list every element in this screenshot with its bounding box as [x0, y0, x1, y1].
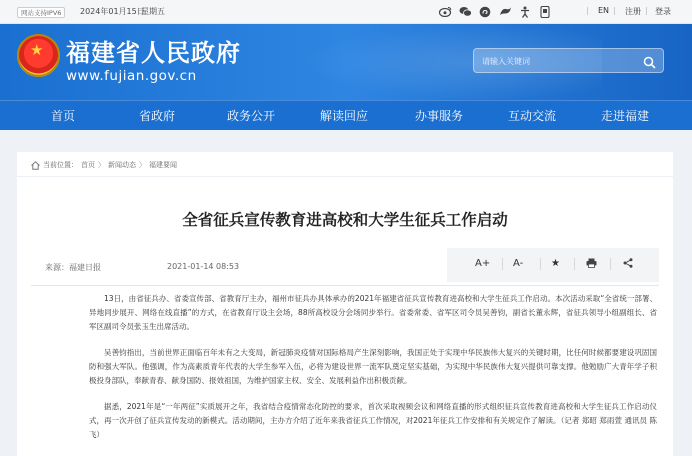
nav-services[interactable]: 办事服务 — [415, 109, 464, 123]
weibo-icon[interactable] — [438, 6, 452, 18]
divider: | — [613, 6, 616, 15]
national-emblem-icon[interactable] — [17, 34, 60, 77]
article-time: 2021-01-14 08:53 — [167, 262, 240, 271]
breadcrumb-fujian-news[interactable]: 福建要闻 — [149, 161, 177, 169]
home-icon — [31, 161, 40, 170]
divider — [17, 176, 673, 177]
breadcrumb-news[interactable]: 新闻动态 — [108, 161, 136, 169]
register-link[interactable]: 注册 — [625, 7, 641, 16]
breadcrumb — [31, 160, 177, 170]
current-date: 2024年01月15日 — [80, 7, 145, 16]
print-icon[interactable] — [586, 258, 597, 271]
english-link[interactable]: EN — [598, 6, 610, 15]
mini-program-icon[interactable] — [478, 6, 492, 18]
site-url: www.fujian.gov.cn — [66, 68, 197, 84]
current-weekday: 星期五 — [141, 7, 165, 16]
site-title[interactable]: 福建省人民政府 — [66, 39, 241, 67]
divider — [610, 258, 611, 270]
divider — [31, 285, 659, 286]
social-icons — [438, 6, 552, 18]
site-header — [0, 24, 692, 100]
nav-provincial-government[interactable]: 省政府 — [139, 109, 176, 123]
divider — [540, 258, 541, 270]
divider — [502, 258, 503, 270]
source-label: 来源： — [45, 263, 69, 272]
article-container — [17, 152, 673, 456]
divider: | — [586, 6, 589, 15]
search-box — [473, 48, 664, 73]
top-utility-bar — [0, 0, 692, 24]
nav-home[interactable]: 首页 — [51, 109, 76, 123]
breadcrumb-separator: 〉 — [98, 161, 105, 169]
app-icon[interactable] — [498, 6, 512, 18]
article-paragraph: 13日，由省征兵办、省委宣传部、省教育厅主办，福州市征兵办具体承办的2021年福建省征兵宣传教育进高校和大学生征兵工作启动。本次活动采取“全省统一部署、异地同步展开、网络在线直播”的方式，在省教育厅设主会场，88所高校设分会场同步举行。省委常委、省军区司令员吴善钧，副省长董永辉，省征兵领导小组副组长、省军区副司令员张玉生出席活动。 — [89, 294, 657, 331]
search-input[interactable] — [482, 54, 632, 68]
star-icon: ★ — [30, 41, 44, 59]
article-source: 福建日报 — [69, 263, 101, 272]
login-link[interactable]: 登录 — [655, 7, 671, 16]
article-paragraph: 据悉，2021年是“一年两征”实质展开之年，我省结合疫情常态化防控的要求，首次采取视频会议和网络直播的形式组织征兵宣传教育进高校和大学生征兵工作启动仪式，再一次开创了征兵宣传发动的新模式。活动期间，主办方介绍了近年来我省征兵工作情况，对2021年征兵工作安排和有关规定作了解读。（记者 郑昭 郑雨萱 通讯员 陈飞） — [89, 402, 657, 439]
favorite-icon[interactable]: ★ — [551, 258, 560, 269]
accessibility-icon[interactable] — [518, 6, 532, 18]
nav-interpretation[interactable]: 解读回应 — [320, 109, 369, 123]
breadcrumb-prefix: 当前位置： — [43, 161, 78, 169]
share-icon[interactable] — [623, 258, 633, 271]
article-paragraph: 吴善钧指出，当前世界正面临百年未有之大变局，新冠肺炎疫情对国际格局产生深刻影响，我国正处于实现中华民族伟大复兴的关键时期，比任何时候都要建设巩固国防和强大军队。他强调，作为高素质青年代表的大学生参军入伍，必将为建设世界一流军队奠定坚实基础，为实现中华民族伟大复兴提供可靠支撑。他勉励广大青年学子积极投身部队，奉献青春、献身国防、报效祖国，为维护国家主权、安全、发展利益作出积极贡献。 — [89, 348, 657, 385]
breadcrumb-home[interactable]: 首页 — [81, 161, 95, 169]
article-title: 全省征兵宣传教育进高校和大学生征兵工作启动 — [182, 211, 508, 229]
font-decrease-button[interactable]: A- — [513, 258, 524, 269]
breadcrumb-separator: 〉 — [139, 161, 146, 169]
divider — [574, 258, 575, 270]
nav-government-affairs[interactable]: 政务公开 — [227, 109, 276, 123]
elder-mode-icon[interactable] — [538, 6, 552, 18]
ipv6-badge: 网站支持IPV6 — [17, 7, 65, 18]
main-nav — [0, 100, 692, 130]
wechat-icon[interactable] — [458, 6, 472, 18]
search-icon[interactable] — [643, 54, 656, 67]
divider: | — [645, 6, 648, 15]
nav-interaction[interactable]: 互动交流 — [508, 109, 557, 123]
nav-explore-fujian[interactable]: 走进福建 — [601, 109, 650, 123]
font-increase-button[interactable]: A+ — [475, 258, 491, 269]
article-tools — [447, 248, 659, 282]
